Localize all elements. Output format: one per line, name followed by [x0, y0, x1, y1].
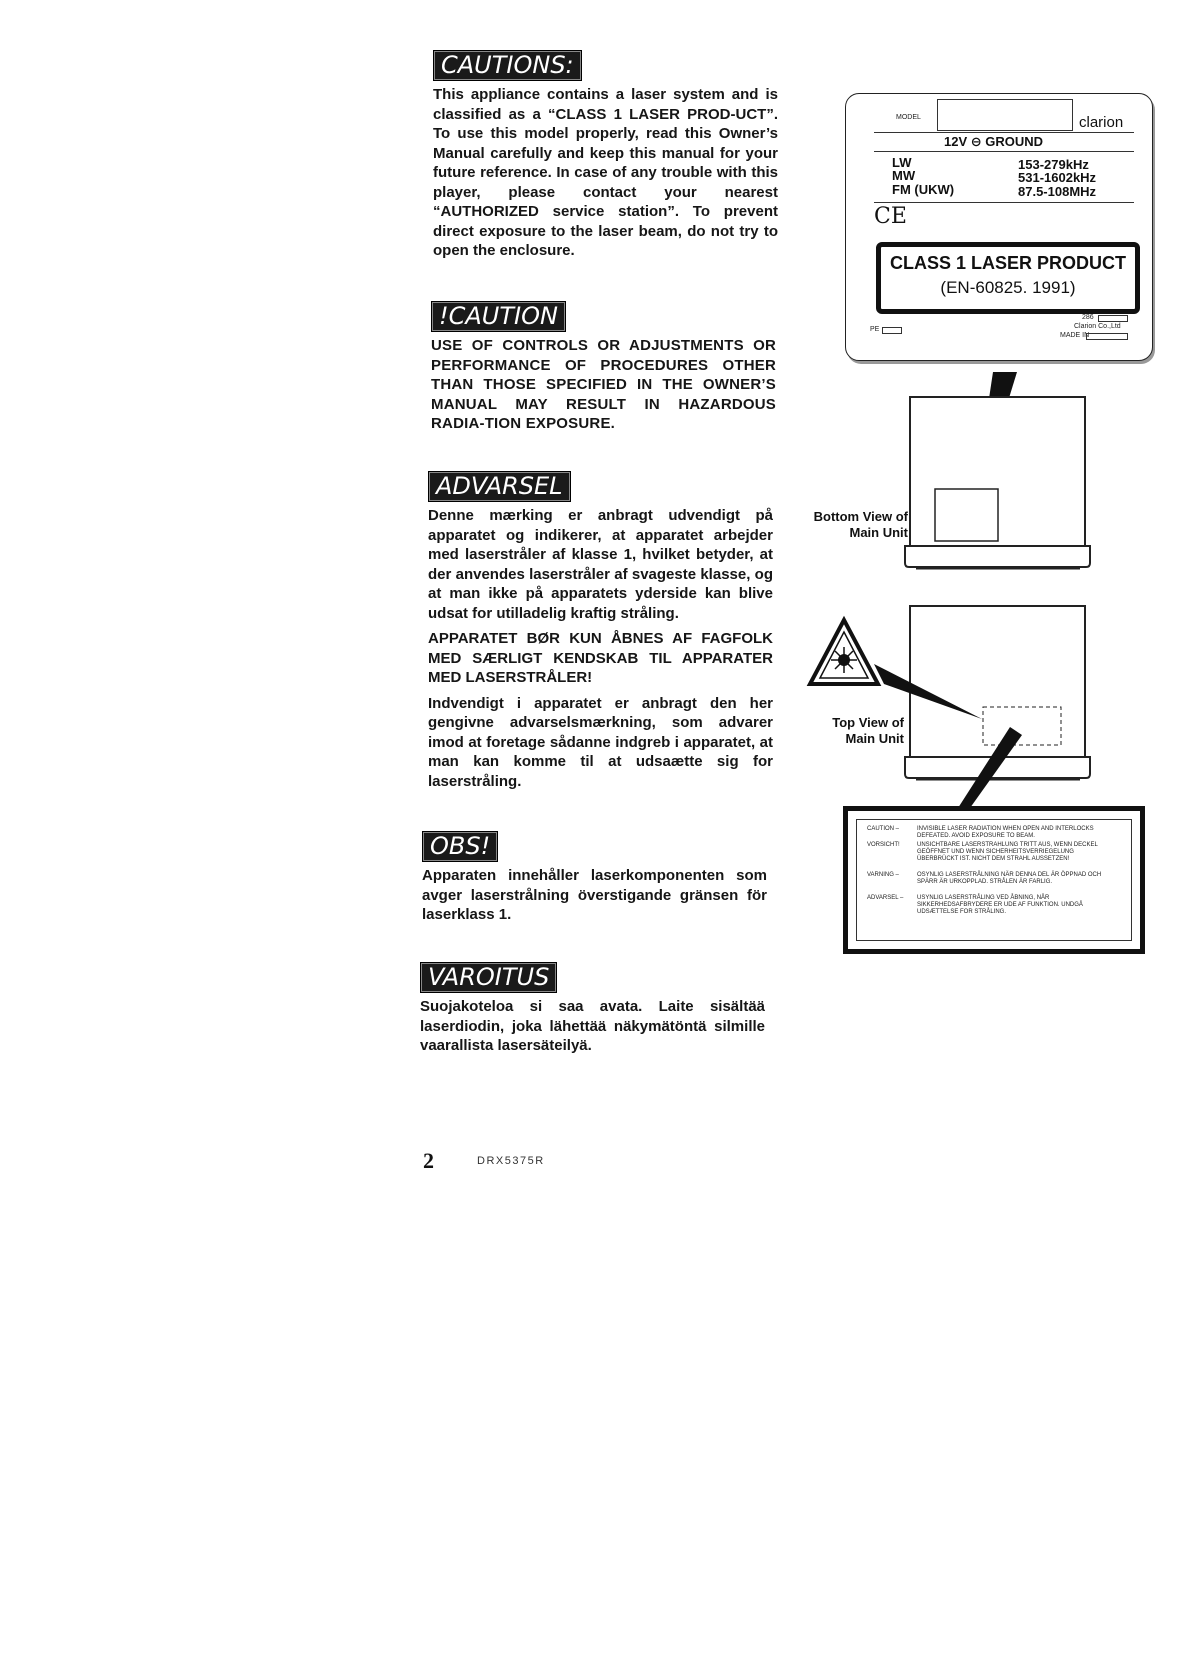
warning-text: OSYNLIG LASERSTRÅLNING NÄR DENNA DEL ÄR ÖPPNAD OCH SPÄRR ÄR URKOPPLAD. STRÅLEN ÄR FARLIG.	[917, 872, 1102, 885]
section-heading: ADVARSEL	[428, 471, 571, 502]
label-location	[935, 489, 998, 541]
section-paragraph: USE OF CONTROLS OR ADJUSTMENTS OR PERFORMANCE OF PROCEDURES OTHER THAN THOSE SPECIFIED IN THE OWNER’S MANUAL MAY RESULT IN HAZARDOUS RADIA-TION EXPOSURE.	[431, 337, 776, 432]
ce-mark: CE	[874, 204, 907, 229]
warning-lang: ADVARSEL –	[867, 895, 904, 901]
section-heading: !CAUTION	[431, 301, 566, 332]
band-range: 531-1602kHz	[1018, 170, 1097, 185]
band-name: LW	[892, 155, 912, 170]
section-paragraph: This appliance contains a laser system and is classified as a “CLASS 1 LASER PROD-UCT”. To use this model properly, read this Owner’s Manual carefully and keep this manual for your future reference. In case of any trouble with this player, please contact your nearest “AUTHORIZED service station”. To prevent direct exposure to the laser beam, do not try to open the enclosure.	[433, 86, 778, 259]
class-title: CLASS 1 LASER PRODUCT	[889, 253, 1127, 273]
top-view-caption: Top View of Main Unit	[832, 715, 904, 746]
warning-lang: CAUTION –	[867, 826, 900, 832]
bottom-view-caption: Bottom View of Main Unit	[813, 509, 908, 540]
fine-print: Clarion Co.,Ltd	[1074, 323, 1121, 330]
laser-warning-icon	[810, 620, 878, 684]
warning-text: UNSICHTBARE LASERSTRAHLUNG TRITT AUS, WENN DECKEL GEÖFFNET UND WENN SICHERHEITSVERRIEGELUNG ÜBERBRÜCKT IST. NICHT DEM STRAHL AUSSETZEN!	[917, 842, 1098, 862]
warning-lang: VARNING –	[867, 872, 899, 878]
fine-print: 286	[1082, 314, 1094, 321]
section-paragraph: Indvendigt i apparatet er anbragt den her gengivne advarselsmærkning, som advarer imod at foretage sådanne indgreb i apparatet, at man kan komme til at udsaætte sig for laserstråling.	[428, 694, 773, 790]
laser-warning-label	[843, 806, 1145, 954]
section-heading: CAUTIONS:	[433, 50, 582, 81]
bottom-view-unit	[905, 397, 1090, 568]
section-paragraph: Apparaten innehåller laserkomponenten som avger laserstrålning överstigande gränsen för laserklass 1.	[422, 867, 767, 923]
warning-lang: VORSICHT!	[867, 842, 900, 848]
warning-text: USYNLIG LASERSTRÅLING VED ÅBNING, NÅR SIKKERHEDSAFBRYDERE ER UDE AF FUNKTION. UNDGÅ UDSÆTTELSE FOR STRÅLING.	[917, 895, 1083, 915]
brand-logo: clarion	[1079, 114, 1124, 131]
section-heading: VAROITUS	[420, 962, 557, 993]
band-range: 153-279kHz	[1018, 157, 1089, 172]
class-standard: (EN-60825. 1991)	[940, 278, 1076, 297]
section-heading: OBS!	[422, 831, 498, 862]
band-range: 87.5-108MHz	[1018, 184, 1097, 199]
section-paragraph: Denne mærking er anbragt udvendigt på apparatet og indikerer, at apparatet arbejder med laserstråler af klasse 1, hvilket betyder, at der anvendes laserstråler af svageste klasse, og at man ikke på apparatets yderside kan blive udsat for utilladelig kraftig stråling.	[428, 507, 773, 622]
pe-caption: PE	[870, 326, 880, 333]
section-paragraph: APPARATET BØR KUN ÅBNES AF FAGFOLK MED SÆRLIGT KENDSKAB TIL APPARATER MED LASERSTRÅLER!	[428, 630, 773, 686]
model-caption: MODEL	[896, 114, 921, 121]
fine-print: MADE IN	[1060, 332, 1090, 339]
ground-spec: 12V ⊖ GROUND	[944, 134, 1044, 149]
warning-text: INVISIBLE LASER RADIATION WHEN OPEN AND INTERLOCKS DEFEATED. AVOID EXPOSURE TO BEAM.	[917, 826, 1094, 839]
model-number: DRX5375R	[477, 1155, 545, 1167]
band-name: MW	[892, 168, 916, 183]
band-name: FM (UKW)	[892, 182, 955, 197]
section-paragraph: Suojakoteloa si saa avata. Laite sisältää laserdiodin, joka lähettää näkymätöntä silmille vaarallista lasersäteilyä.	[420, 998, 765, 1054]
page-number: 2	[423, 1148, 434, 1173]
